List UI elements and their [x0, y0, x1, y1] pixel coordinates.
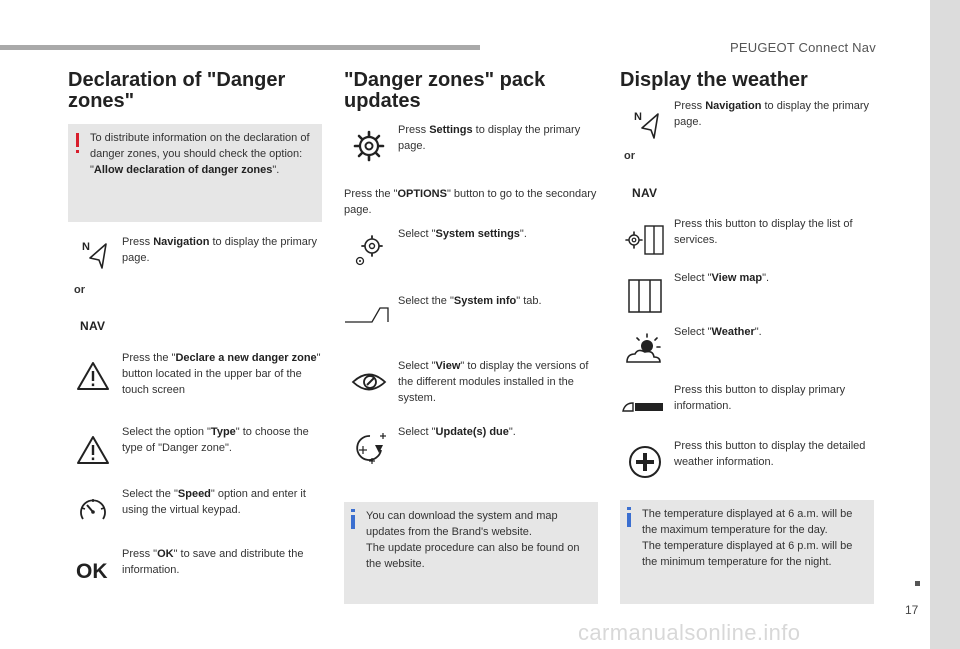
speedometer-icon[interactable]: [68, 490, 118, 530]
step-text: Select "View" to display the versions of the different modules installed in the system.: [398, 360, 589, 404]
view-eye-icon[interactable]: [344, 362, 394, 402]
step-text: Press this button to display primary information.: [674, 384, 846, 412]
step-text: Press this button to display the list of services.: [674, 218, 853, 246]
system-settings-icon[interactable]: [344, 230, 394, 270]
info-icon: [627, 507, 631, 510]
info-text: The temperature displayed at 6 a.m. will be the maximum temperature for the day. The temperature displayed at 6 p.m. will be the minimum temperature for the night.: [642, 508, 853, 568]
or-label: or: [624, 150, 635, 162]
ok-button-label[interactable]: OK: [76, 560, 108, 583]
watermark: carmanualsonline.info: [578, 620, 801, 645]
plus-circle-icon[interactable]: [620, 442, 670, 482]
warning-icon: [76, 133, 79, 147]
step-text: Select the option "Type" to choose the type of "Danger zone".: [122, 426, 309, 454]
svg-text:N: N: [82, 241, 90, 253]
section-title: Display the weather: [620, 69, 808, 91]
step-text: Press this button to display the detailed weather information.: [674, 440, 866, 468]
page-number: 17: [905, 603, 919, 617]
info-box: [620, 500, 874, 604]
section-title: "Danger zones" pack updates: [344, 69, 546, 112]
weather-icon[interactable]: [620, 330, 670, 370]
header-brand: PEUGEOT Connect Nav: [730, 40, 876, 55]
warning-text: To distribute information on the declaration of danger zones, you should check the option: "Allow declaration of danger zones".: [90, 132, 310, 176]
gear-icon[interactable]: [344, 126, 394, 166]
navigation-icon[interactable]: [68, 234, 118, 274]
info-icon: [351, 509, 355, 512]
svg-text:N: N: [634, 111, 642, 123]
step-text: Press the "Declare a new danger zone" button located in the upper bar of the touch screen: [122, 352, 321, 396]
danger-triangle-icon[interactable]: [68, 430, 118, 470]
info-box: [344, 502, 598, 604]
step-text: Press Navigation to display the primary page.: [674, 100, 870, 128]
navigation-icon[interactable]: [620, 104, 670, 144]
step-text: Select "Weather".: [674, 326, 762, 338]
info-text: You can download the system and map updates from the Brand's website. The update procedure can also be found on the website.: [366, 510, 580, 570]
step-text: Select "System settings".: [398, 228, 527, 240]
page-side-strip: [930, 0, 960, 649]
column-danger-zones: [68, 0, 324, 649]
services-icon[interactable]: [620, 220, 670, 260]
page-marker: [915, 581, 920, 586]
step-text: Select the "Speed" option and enter it using the virtual keypad.: [122, 488, 306, 516]
nav-button-label[interactable]: NAV: [632, 186, 658, 200]
column-weather: [620, 0, 876, 649]
step-text: Press Navigation to display the primary page.: [122, 236, 318, 264]
update-icon[interactable]: [344, 428, 394, 468]
system-info-tab-icon[interactable]: [344, 295, 390, 335]
step-text: Press Settings to display the primary page.: [398, 124, 581, 152]
step-text: Press "OK" to save and distribute the information.: [122, 548, 304, 576]
step-text: Select "Update(s) due".: [398, 426, 516, 438]
step-text: Select the "System info" tab.: [398, 295, 542, 307]
section-title: Declaration of "Danger zones": [68, 69, 286, 112]
danger-triangle-icon[interactable]: [68, 356, 118, 396]
column-pack-updates: [344, 0, 600, 649]
or-label: or: [74, 284, 85, 296]
step-text: Select "View map".: [674, 272, 770, 284]
primary-info-tab-icon[interactable]: [620, 384, 666, 424]
options-instruction: Press the "OPTIONS" button to go to the secondary page.: [344, 188, 597, 216]
nav-button-label[interactable]: NAV: [80, 319, 106, 333]
warning-box: [68, 124, 322, 222]
map-icon[interactable]: [620, 276, 670, 316]
